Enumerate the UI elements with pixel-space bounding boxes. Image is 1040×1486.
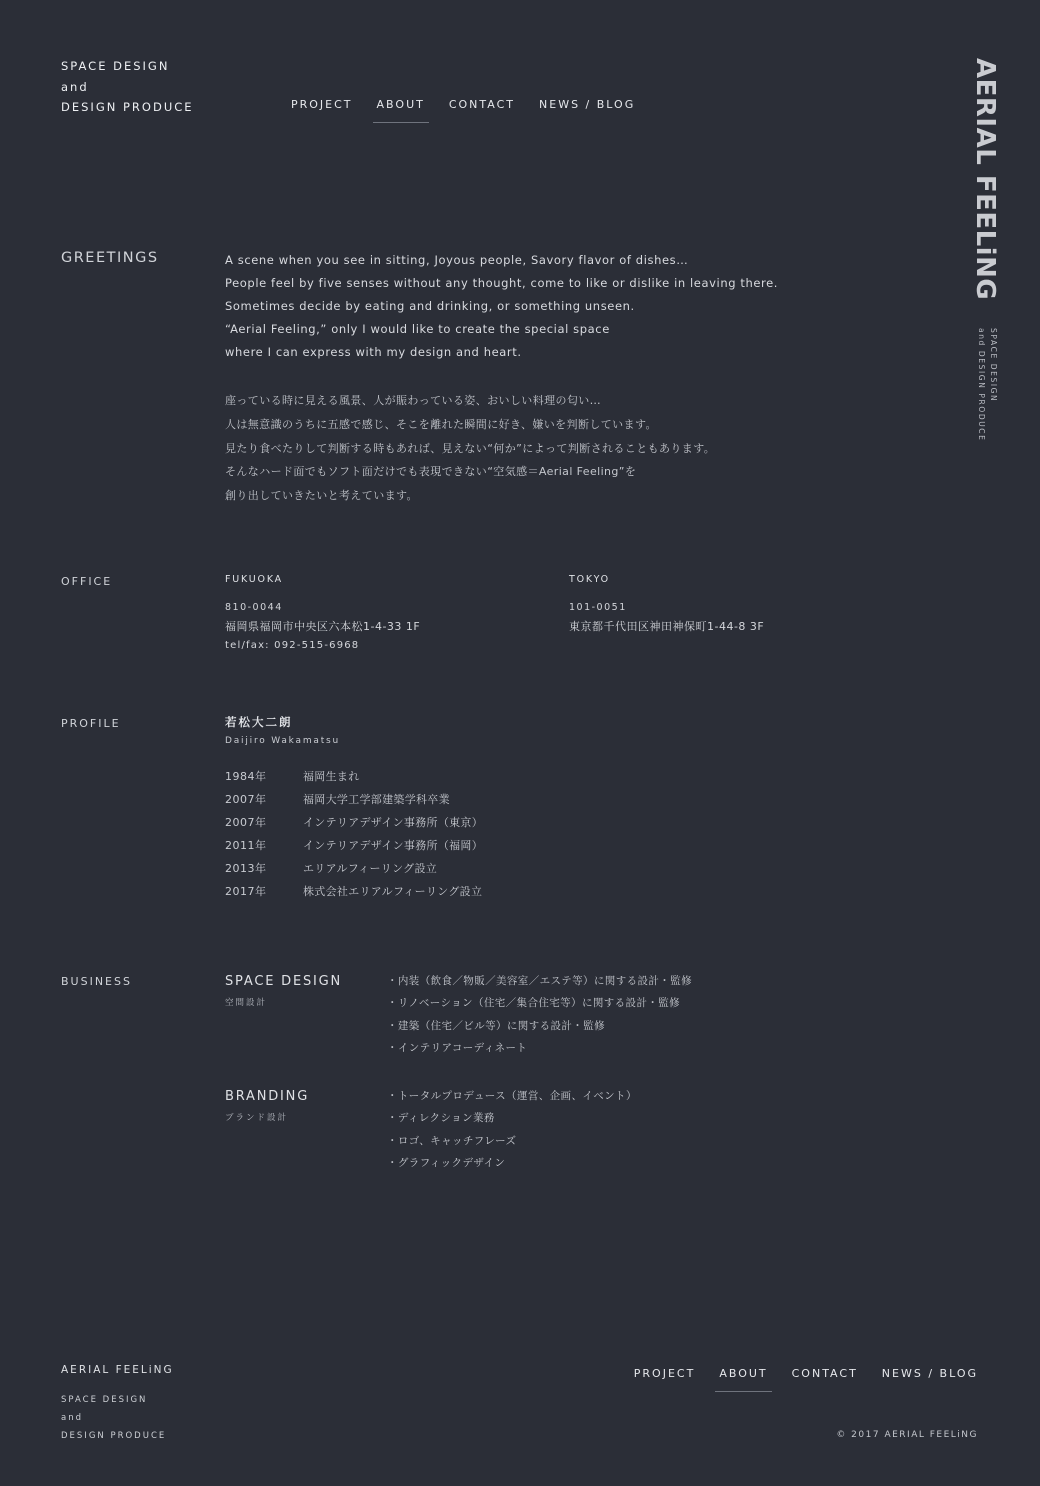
- greetings-en-line: Sometimes decide by eating and drinking, or something unseen.: [225, 299, 635, 313]
- list-item: ・ディレクション業務: [387, 1112, 495, 1125]
- vertical-logo[interactable]: [966, 58, 1006, 318]
- greetings-en-line: People feel by five senses without any thought, come to like or dislike in leaving there.: [225, 276, 779, 290]
- branding-list: [387, 1085, 637, 1174]
- space-design-title: SPACE DESIGN: [225, 974, 343, 989]
- history-row: [225, 810, 483, 833]
- footer-sub-line: and: [61, 1413, 83, 1423]
- greetings-jp-line: 座っている時に見える風景、人が賑わっている姿、おいしい料理の匂い…: [225, 394, 602, 407]
- footer-sub-line: DESIGN PRODUCE: [61, 1431, 167, 1441]
- list-item: ・建築（住宅／ビル等）に関する設計・監修: [387, 1019, 605, 1032]
- greetings-jp-line: 人は無意識のうちに五感で感じ、そこを離れた瞬間に好き、嫌いを判断しています。: [225, 417, 657, 431]
- office-tel[interactable]: tel/fax: 092-515-6968: [225, 640, 360, 651]
- nav-about[interactable]: ABOUT: [376, 98, 425, 111]
- list-item: ・ロゴ、キャッチフレーズ: [387, 1134, 517, 1147]
- history-event: インテリアデザイン事務所（東京）: [303, 815, 484, 829]
- greetings-en-line: “Aerial Feeling,” only I would like to create the special space: [225, 322, 610, 336]
- office-address: 東京都千代田区神田神保町1-44-8 3F: [569, 620, 765, 633]
- profile-heading: PROFILE: [61, 717, 121, 730]
- office-zip: 101-0051: [569, 602, 627, 613]
- office-city: TOKYO: [569, 574, 610, 585]
- brand-line: and: [61, 79, 89, 94]
- history-event: 福岡大学工学部建築学科卒業: [303, 792, 450, 806]
- greetings-en-line: A scene when you see in sitting, Joyous people, Savory flavor of dishes…: [225, 253, 689, 267]
- footer-brand-sub: [61, 1391, 166, 1445]
- office-address: 福岡県福岡市中央区六本松1-4-33 1F: [225, 620, 421, 633]
- branding-subtitle: ブランド設計: [225, 1113, 289, 1123]
- main-nav: [291, 98, 659, 111]
- history-event: インテリアデザイン事務所（福岡）: [303, 838, 484, 852]
- list-item: ・インテリアコーディネート: [387, 1041, 528, 1054]
- history-year: 1984年: [225, 769, 267, 783]
- business-heading: BUSINESS: [61, 975, 132, 988]
- office-zip: 810-0044: [225, 602, 283, 613]
- office-heading: OFFICE: [61, 575, 113, 588]
- footer-nav-project[interactable]: PROJECT: [633, 1367, 696, 1380]
- greetings-jp-line: 見たり食べたりして判断する時もあれば、見えない“何か”によって判断されることもあります。: [225, 441, 716, 455]
- footer-nav-contact[interactable]: CONTACT: [791, 1367, 858, 1380]
- history-row: [225, 856, 483, 879]
- brand-line: SPACE DESIGN: [61, 59, 170, 73]
- list-item: ・内装（飲食／物販／美容室／エステ等）に関する設計・監修: [387, 975, 692, 987]
- footer-nav-news-blog[interactable]: NEWS / BLOG: [881, 1367, 978, 1380]
- office-fukuoka: [225, 574, 420, 655]
- greetings-jp-line: 創り出していきたいと考えています。: [225, 489, 418, 503]
- history-event: 株式会社エリアルフィーリング設立: [303, 884, 483, 898]
- profile-name-en: Daijiro Wakamatsu: [225, 736, 341, 746]
- space-design-subtitle: 空間設計: [225, 998, 268, 1008]
- vertical-logo-subtitle: [972, 328, 1002, 458]
- greetings-english: [225, 249, 925, 364]
- list-item: ・リノベーション（住宅／集合住宅等）に関する設計・監修: [387, 997, 681, 1010]
- history-row: [225, 833, 483, 856]
- header-brand[interactable]: [61, 56, 194, 118]
- nav-project[interactable]: PROJECT: [291, 98, 353, 111]
- brand-line: DESIGN PRODUCE: [61, 100, 194, 114]
- office-city: FUKUOKA: [225, 574, 283, 585]
- footer-brand[interactable]: AERIAL FEELiNG: [61, 1364, 174, 1376]
- space-design-list: [387, 970, 692, 1059]
- copyright: © 2017 AERIAL FEELiNG: [836, 1430, 978, 1440]
- history-event: エリアルフィーリング設立: [303, 861, 438, 875]
- history-year: 2013年: [225, 861, 267, 875]
- history-row: [225, 764, 483, 787]
- history-year: 2007年: [225, 815, 267, 829]
- profile-name-jp: 若松大二朗: [225, 715, 293, 729]
- nav-contact[interactable]: CONTACT: [448, 98, 516, 111]
- greetings-heading: GREETINGS: [61, 250, 159, 266]
- vertical-sub-line: SPACE DESIGN: [989, 328, 998, 403]
- history-year: 2011年: [225, 838, 267, 852]
- history-row: [225, 787, 483, 810]
- footer-sub-line: SPACE DESIGN: [61, 1395, 148, 1405]
- greetings-japanese: [225, 389, 925, 508]
- list-item: ・トータルプロデュース（運営、企画、イベント）: [387, 1090, 637, 1102]
- branding-title: BRANDING: [225, 1089, 310, 1104]
- footer-nav: [610, 1367, 978, 1380]
- greetings-en-line: where I can express with my design and heart.: [225, 345, 522, 359]
- footer-nav-about[interactable]: ABOUT: [719, 1367, 768, 1380]
- profile-history: [225, 764, 483, 902]
- vertical-logo-text: AERIAL FEELiNG: [970, 58, 1000, 301]
- list-item: ・グラフィックデザイン: [387, 1156, 506, 1169]
- office-tokyo: [569, 574, 764, 636]
- greetings-jp-line: そんなハード面でもソフト面だけでも表現できない“空気感＝Aerial Feeling”を: [225, 465, 637, 479]
- nav-news-blog[interactable]: NEWS / BLOG: [539, 98, 636, 111]
- history-row: [225, 879, 483, 902]
- history-year: 2007年: [225, 792, 267, 806]
- vertical-sub-line: and DESIGN PRODUCE: [977, 328, 986, 442]
- history-year: 2017年: [225, 884, 267, 898]
- history-event: 福岡生まれ: [303, 769, 360, 783]
